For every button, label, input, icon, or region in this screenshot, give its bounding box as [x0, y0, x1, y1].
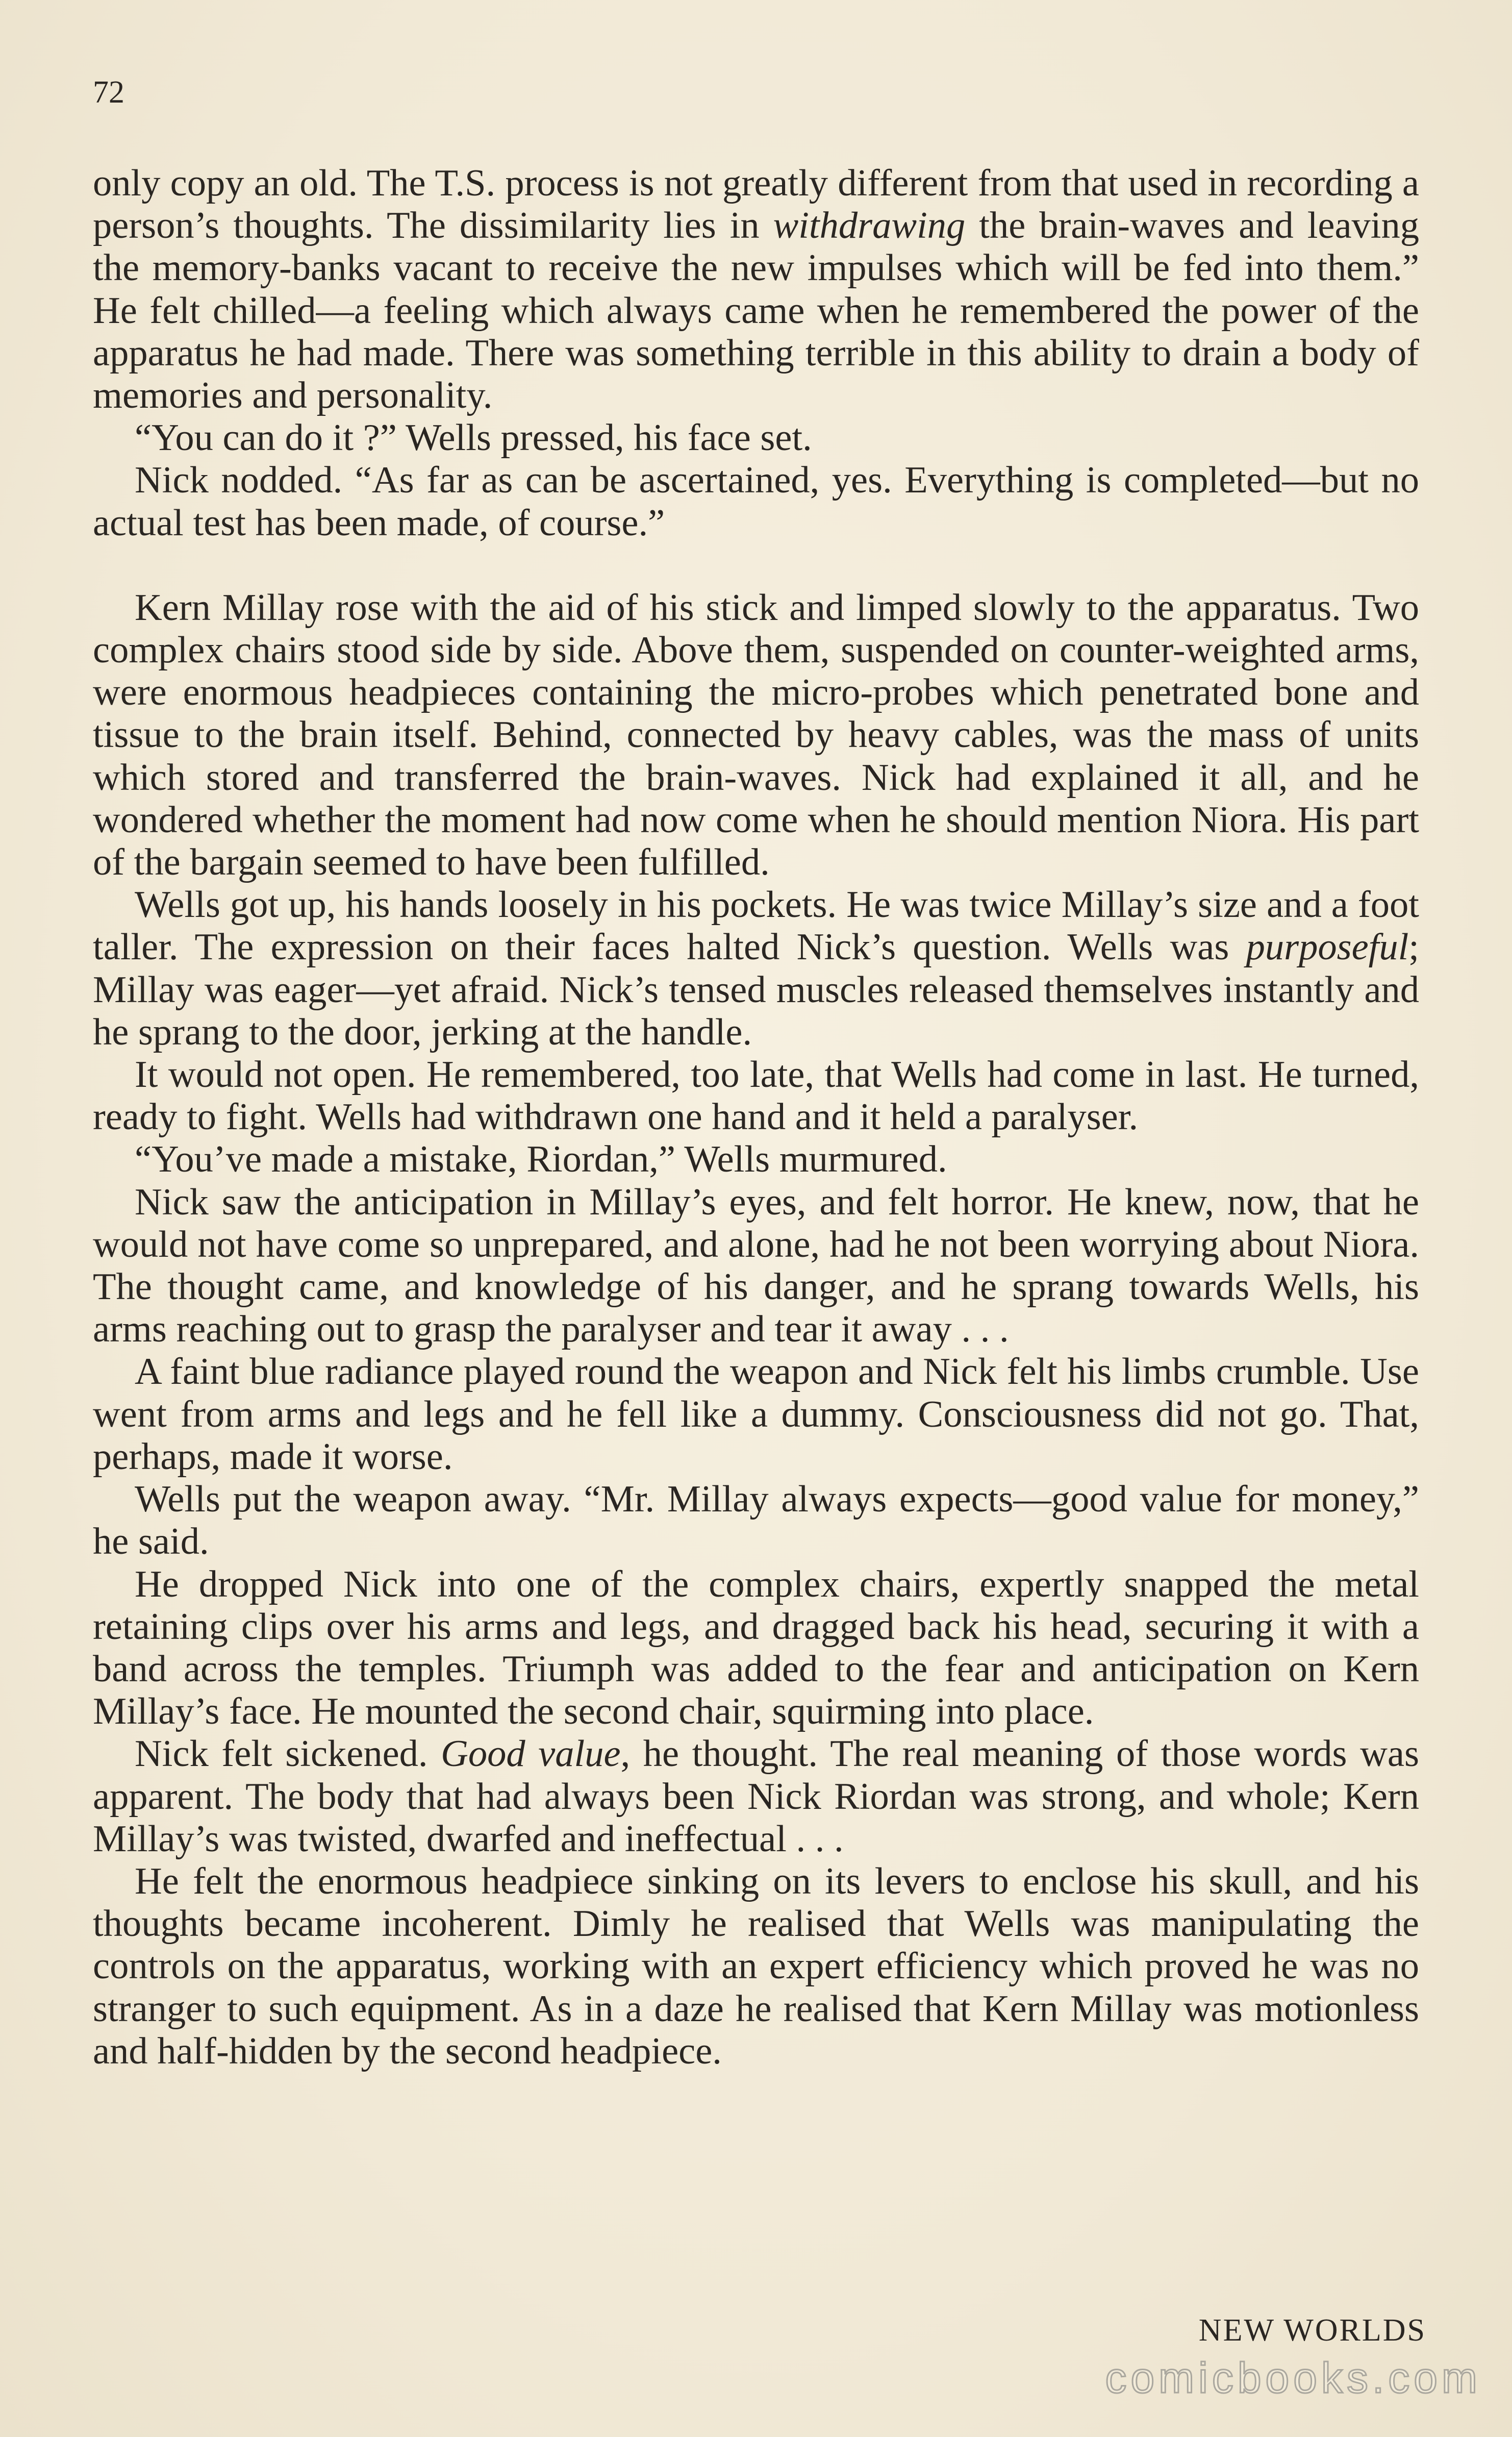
text-run: It would not open. He remembered, too late, that Wells had come in last. He turned, ready to fight. Wells had withdrawn one hand and it held a paralyser.: [93, 1054, 1419, 1138]
paragraph: [93, 1054, 1419, 1138]
text-run: , he thought. The real meaning of those words was apparent. The body that had always been Nick Riordan was strong, and whole; Kern Millay’s was twisted, dwarfed and ineffectual . . .: [93, 1733, 1419, 1860]
text-run: He dropped Nick into one of the complex chairs, expertly snapped the metal retaining clips over his arms and legs, and dragged back his head, securing it with a band across the temples. Triumph was added to the fear and anticipation on Kern Millay’s face. He mounted the second chair, squirming into place.: [93, 1563, 1419, 1733]
text-run: Nick saw the anticipation in Millay’s eyes, and felt horror. He knew, now, that he would not have come so unprepared, and alone, had he not been worrying about Niora. The thought came, and knowledge of his danger, and he sprang towards Wells, his arms reaching out to grasp the paralyser and tear it away . . .: [93, 1181, 1419, 1351]
paragraph: [93, 459, 1419, 544]
italic-run: Good value: [441, 1733, 621, 1775]
page-number: 72: [93, 75, 124, 110]
text-run: Nick felt sickened.: [135, 1733, 441, 1775]
text-run: the brain-waves and leaving the memory-banks vacant to receive the new impulses which will be fed into them.” He felt chilled—a feeling which always came when he remembered the power of the apparatus he had made. There was something terrible in this ability to drain a body of memories and personality.: [93, 205, 1419, 417]
paragraph: [93, 1138, 1419, 1181]
italic-run: purposeful: [1246, 926, 1409, 968]
paragraph: [93, 1733, 1419, 1860]
paragraph: [93, 587, 1419, 884]
ink-speck-decoration: [5, 1893, 30, 1901]
magazine-title-footer: NEW WORLDS: [1198, 2313, 1426, 2348]
text-run: A faint blue radiance played round the weapon and Nick felt his limbs crumble. Use went from arms and legs and he fell like a dummy. Consciousness did not go. That, perhaps, made it worse.: [93, 1351, 1419, 1478]
paragraph: [93, 1351, 1419, 1478]
text-run: Wells got up, his hands loosely in his pockets. He was twice Millay’s size and a foot taller. The expression on their faces halted Nick’s question. Wells was: [93, 884, 1419, 968]
text-run: “You can do it ?” Wells pressed, his face set.: [135, 417, 812, 459]
paragraph: [93, 1563, 1419, 1733]
story-text: [93, 162, 1419, 2073]
paragraph: [93, 417, 1419, 459]
text-run: Nick nodded. “As far as can be ascertained, yes. Everything is completed—but no actual test has been made, of course.”: [93, 459, 1419, 544]
paragraph: [93, 884, 1419, 1054]
text-run: only copy an old. The T.S. process is not greatly different from that used in recording a person’s thoughts. The dissimilarity lies in: [93, 162, 1419, 247]
text-run: Kern Millay rose with the aid of his stick and limped slowly to the apparatus. Two complex chairs stood side by side. Above them, suspended on counter-weighted arms, were enormous headpieces containing the micro-probes which penetrated bone and tissue to the brain itself. Behind, connected by heavy cables, was the mass of units which stored and transferred the brain-waves. Nick had explained it all, and he wondered whether the moment had now come when he should mention Niora. His part of the bargain seemed to have been fulfilled.: [93, 586, 1419, 884]
text-run: Wells put the weapon away. “Mr. Millay always expects—good value for money,” he said.: [93, 1478, 1419, 1563]
italic-run: withdrawing: [773, 205, 966, 247]
text-run: ; Millay was eager—yet afraid. Nick’s tensed muscles released themselves instantly and he sprang to the door, jerking at the handle.: [93, 926, 1419, 1053]
watermark: comicbooks.com: [1105, 2354, 1481, 2402]
paragraph: [93, 1181, 1419, 1351]
paragraph: [93, 1478, 1419, 1563]
text-run: He felt the enormous headpiece sinking on its levers to enclose his skull, and his thoughts became incoherent. Dimly he realised that Wells was manipulating the controls on the apparatus, working with an expert efficiency which proved he was no stranger to such equipment. As in a daze he realised that Kern Millay was motionless and half-hidden by the second headpiece.: [93, 1860, 1419, 2072]
paragraph: [93, 162, 1419, 417]
text-run: “You’ve made a mistake, Riordan,” Wells murmured.: [135, 1138, 947, 1181]
paragraph: [93, 1860, 1419, 2073]
